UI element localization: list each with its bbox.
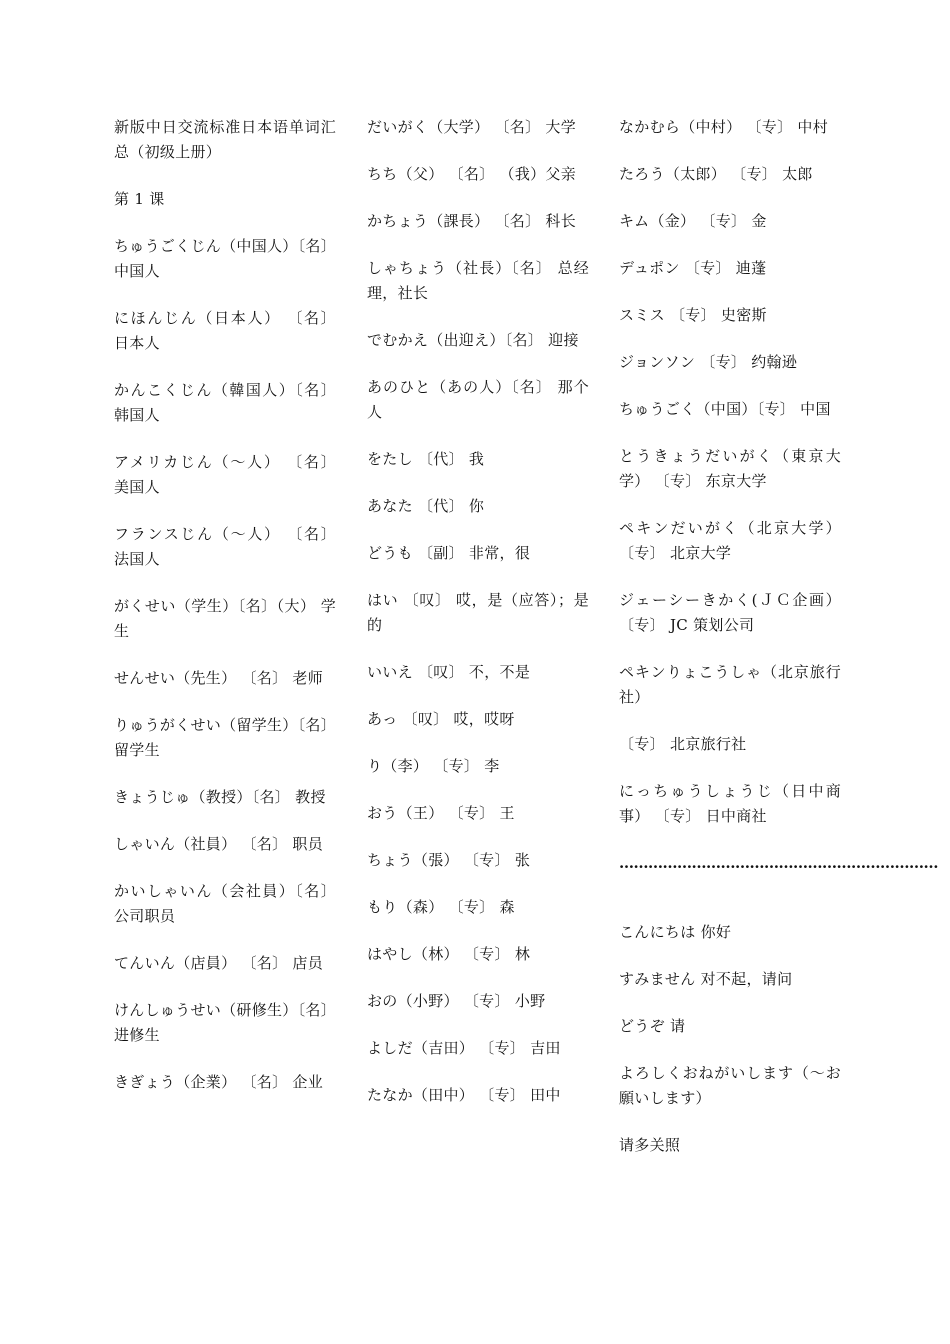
vocab-entry: もり（森） 〔专〕 森 xyxy=(367,898,515,916)
vocab-entry: がくせい（学生）〔名〕（大） 学生 xyxy=(114,597,336,640)
vocab-column-3 xyxy=(619,115,938,1180)
vocab-entry: よしだ（吉田） 〔专〕 吉田 xyxy=(367,1039,561,1057)
vocab-entry: あっ 〔叹〕 哎，哎呀 xyxy=(367,710,515,728)
phrase-entry: よろしくおねがいします（～お願いします） xyxy=(619,1064,841,1107)
vocab-entry: にほんじん（日本人） 〔名〕 日本人 xyxy=(114,309,336,352)
vocab-entry: かちょう（課長） 〔名〕 科长 xyxy=(367,212,577,230)
vocab-entry: はやし（林） 〔专〕 林 xyxy=(367,945,531,963)
dotted-separator: ………………………………………………………… xyxy=(619,854,938,872)
phrase-entry: こんにちは 你好 xyxy=(619,923,732,941)
vocab-entry: かいしゃいん（会社員）〔名〕 公司职员 xyxy=(114,882,336,925)
vocab-entry: ペキンりょこうしゃ（北京旅行社） xyxy=(619,663,841,706)
vocab-entry: にっちゅうしょうじ（日中商事） 〔专〕 日中商社 xyxy=(619,782,841,825)
vocab-entry: しゃいん（社員） 〔名〕 职员 xyxy=(114,835,324,853)
vocab-entry: キム（金） 〔专〕 金 xyxy=(619,212,767,230)
vocab-entry: アメリカじん（～人） 〔名〕 美国人 xyxy=(114,453,336,496)
vocab-entry: てんいん（店員） 〔名〕 店员 xyxy=(114,954,324,972)
vocab-entry: おう（王） 〔专〕 王 xyxy=(367,804,515,822)
vocab-entry: いいえ 〔叹〕 不，不是 xyxy=(367,663,531,681)
vocab-column-1 xyxy=(114,115,336,1117)
phrase-entry: どうぞ 请 xyxy=(619,1017,686,1035)
vocab-entry: きょうじゅ（教授）〔名〕 教授 xyxy=(114,788,326,806)
phrase-entry: 请多关照 xyxy=(619,1136,681,1154)
vocab-entry: りゅうがくせい（留学生）〔名〕 留学生 xyxy=(114,716,337,759)
vocab-entry: ジェーシーきかく(ＪＣ企画）〔专〕 JC 策划公司 xyxy=(619,591,841,634)
vocab-column-2 xyxy=(367,115,589,1130)
vocab-entry: けんしゅうせい（研修生）〔名〕 进修生 xyxy=(114,1001,337,1044)
vocab-entry: デュポン 〔专〕 迪蓬 xyxy=(619,259,767,277)
vocab-entry: きぎょう（企業） 〔名〕 企业 xyxy=(114,1073,324,1091)
vocab-entry: スミス 〔专〕 史密斯 xyxy=(619,306,767,324)
vocab-entry: たろう（太郎） 〔专〕 太郎 xyxy=(619,165,813,183)
vocab-entry: だいがく（大学） 〔名〕 大学 xyxy=(367,118,577,136)
vocab-entry: ちゅうごく（中国）〔专〕 中国 xyxy=(619,400,831,418)
vocab-entry: とうきょうだいがく（東京大学） 〔专〕 东京大学 xyxy=(619,447,841,490)
phrase-entry: すみません 对不起，请问 xyxy=(619,970,793,988)
vocab-entry: あのひと（あの人）〔名〕 那个人 xyxy=(367,378,589,421)
vocab-entry: ちょう（張） 〔专〕 张 xyxy=(367,851,531,869)
vocab-entry: 〔专〕 北京旅行社 xyxy=(619,735,747,753)
lesson-heading: 第 1 课 xyxy=(114,190,165,208)
vocab-entry: なかむら（中村） 〔专〕 中村 xyxy=(619,118,829,136)
vocab-entry: はい 〔叹〕 哎，是（应答）；是的 xyxy=(367,591,589,634)
vocab-entry: ペキンだいがく（北京大学）〔专〕 北京大学 xyxy=(619,519,841,562)
vocab-entry: り（李） 〔专〕 李 xyxy=(367,757,500,775)
vocab-entry: どうも 〔副〕 非常，很 xyxy=(367,544,531,562)
vocab-entry: しゃちょう（社長）〔名〕 总经理，社长 xyxy=(367,259,589,302)
vocab-entry: をたし 〔代〕 我 xyxy=(367,450,485,468)
vocab-entry: ちち（父） 〔名〕 （我）父亲 xyxy=(367,165,577,183)
vocab-entry: たなか（田中） 〔专〕 田中 xyxy=(367,1086,561,1104)
vocab-entry: ちゅうごくじん（中国人）〔名〕 中国人 xyxy=(114,237,337,280)
vocab-entry: せんせい（先生） 〔名〕 老师 xyxy=(114,669,324,687)
vocab-entry: かんこくじん（韓国人）〔名〕 韩国人 xyxy=(114,381,336,424)
vocab-entry: おの（小野） 〔专〕 小野 xyxy=(367,992,546,1010)
vocab-entry: ジョンソン 〔专〕 约翰逊 xyxy=(619,353,798,371)
vocab-entry: あなた 〔代〕 你 xyxy=(367,497,485,515)
vocab-entry: でむかえ（出迎え）〔名〕 迎接 xyxy=(367,331,579,349)
vocab-entry: フランスじん（～人） 〔名〕 法国人 xyxy=(114,525,336,568)
document-title: 新版中日交流标准日本语单词汇总（初级上册） xyxy=(114,118,336,161)
